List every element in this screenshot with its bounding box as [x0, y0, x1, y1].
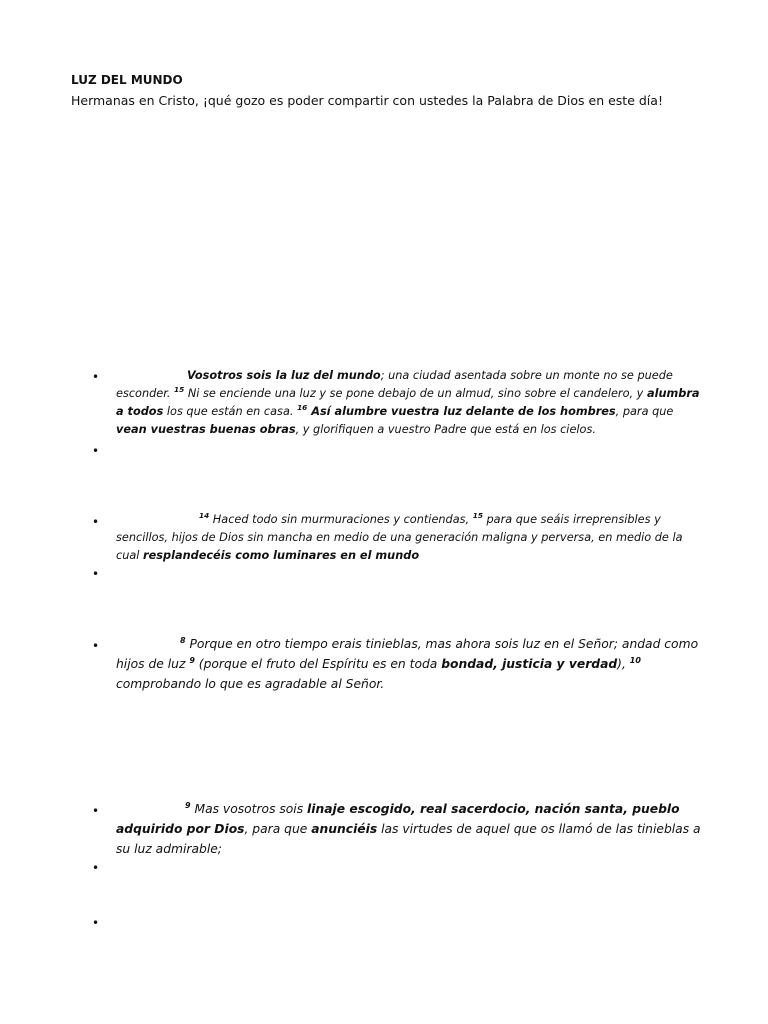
verse-number: 14 [199, 511, 210, 521]
emphasis: linaje escogido, real sacerdocio, nación santa, pueblo adquirido por Dios [116, 802, 680, 836]
verse-number: 9 [189, 655, 195, 665]
empty-bullet-icon: • [92, 444, 100, 458]
verse-number: 16 [297, 403, 308, 413]
passage-text: ; una ciudad asentada sobre un monte no se puede esconder. [116, 369, 673, 400]
verse-number: 10 [629, 655, 641, 665]
passage-text: , para que [615, 405, 674, 418]
passage-text: ), [617, 657, 630, 671]
passage-text: Haced todo sin murmuraciones y contiendas, [209, 513, 473, 526]
passage-4-text [116, 799, 706, 859]
passage-text: , para que [244, 822, 312, 836]
emphasis: anunciéis [311, 822, 378, 836]
empty-bullet-icon: • [92, 567, 100, 581]
emphasis: vean vuestras buenas obras [116, 423, 296, 436]
empty-bullet-icon: • [92, 861, 100, 875]
emphasis: Vosotros sois la luz del mundo [187, 369, 381, 382]
emphasis: bondad, justicia y verdad [441, 657, 618, 671]
verse-number: 9 [185, 800, 191, 810]
bullet-icon: • [92, 515, 100, 529]
emphasis: Así alumbre vuestra luz delante de los hombres [307, 405, 616, 418]
verse-number: 8 [180, 635, 186, 645]
passage-text: , y glorifiquen a vuestro Padre que está en los cielos. [295, 423, 596, 436]
document-title: LUZ DEL MUNDO [71, 73, 183, 87]
emphasis: resplandecéis como luminares en el mundo [143, 549, 420, 562]
passage-text: comprobando lo que es agradable al Señor. [116, 677, 385, 691]
emphasis: alumbra a todos [116, 387, 700, 418]
passage-text: los que están en casa. [163, 405, 298, 418]
intro-paragraph: Hermanas en Cristo, ¡qué gozo es poder compartir con ustedes la Palabra de Dios en este día! [71, 93, 663, 108]
bullet-icon: • [92, 639, 100, 653]
passage-text: Porque en otro tiempo erais tinieblas, mas ahora sois luz en el Señor; andad como hijos de luz [116, 637, 699, 671]
passage-2-text [116, 511, 706, 565]
passage-3-text [116, 634, 706, 694]
bullet-icon: • [92, 370, 100, 384]
passage-text: para que seáis irreprensibles y sencillos, hijos de Dios sin mancha en medio de una generación maligna y perversa, en medio de la cual [116, 513, 683, 562]
empty-bullet-icon: • [92, 916, 100, 930]
passage-text: Mas vosotros sois [190, 802, 308, 816]
passage-1-text [116, 367, 706, 439]
verse-number: 15 [174, 385, 185, 395]
passage-text: Ni se enciende una luz y se pone debajo de un almud, sino sobre el candelero, y [184, 387, 647, 400]
bullet-icon: • [92, 804, 100, 818]
passage-text: (porque el fruto del Espíritu es en toda [194, 657, 442, 671]
passage-text: las virtudes de aquel que os llamó de las tinieblas a su luz admirable; [116, 822, 701, 856]
verse-number: 15 [472, 511, 483, 521]
